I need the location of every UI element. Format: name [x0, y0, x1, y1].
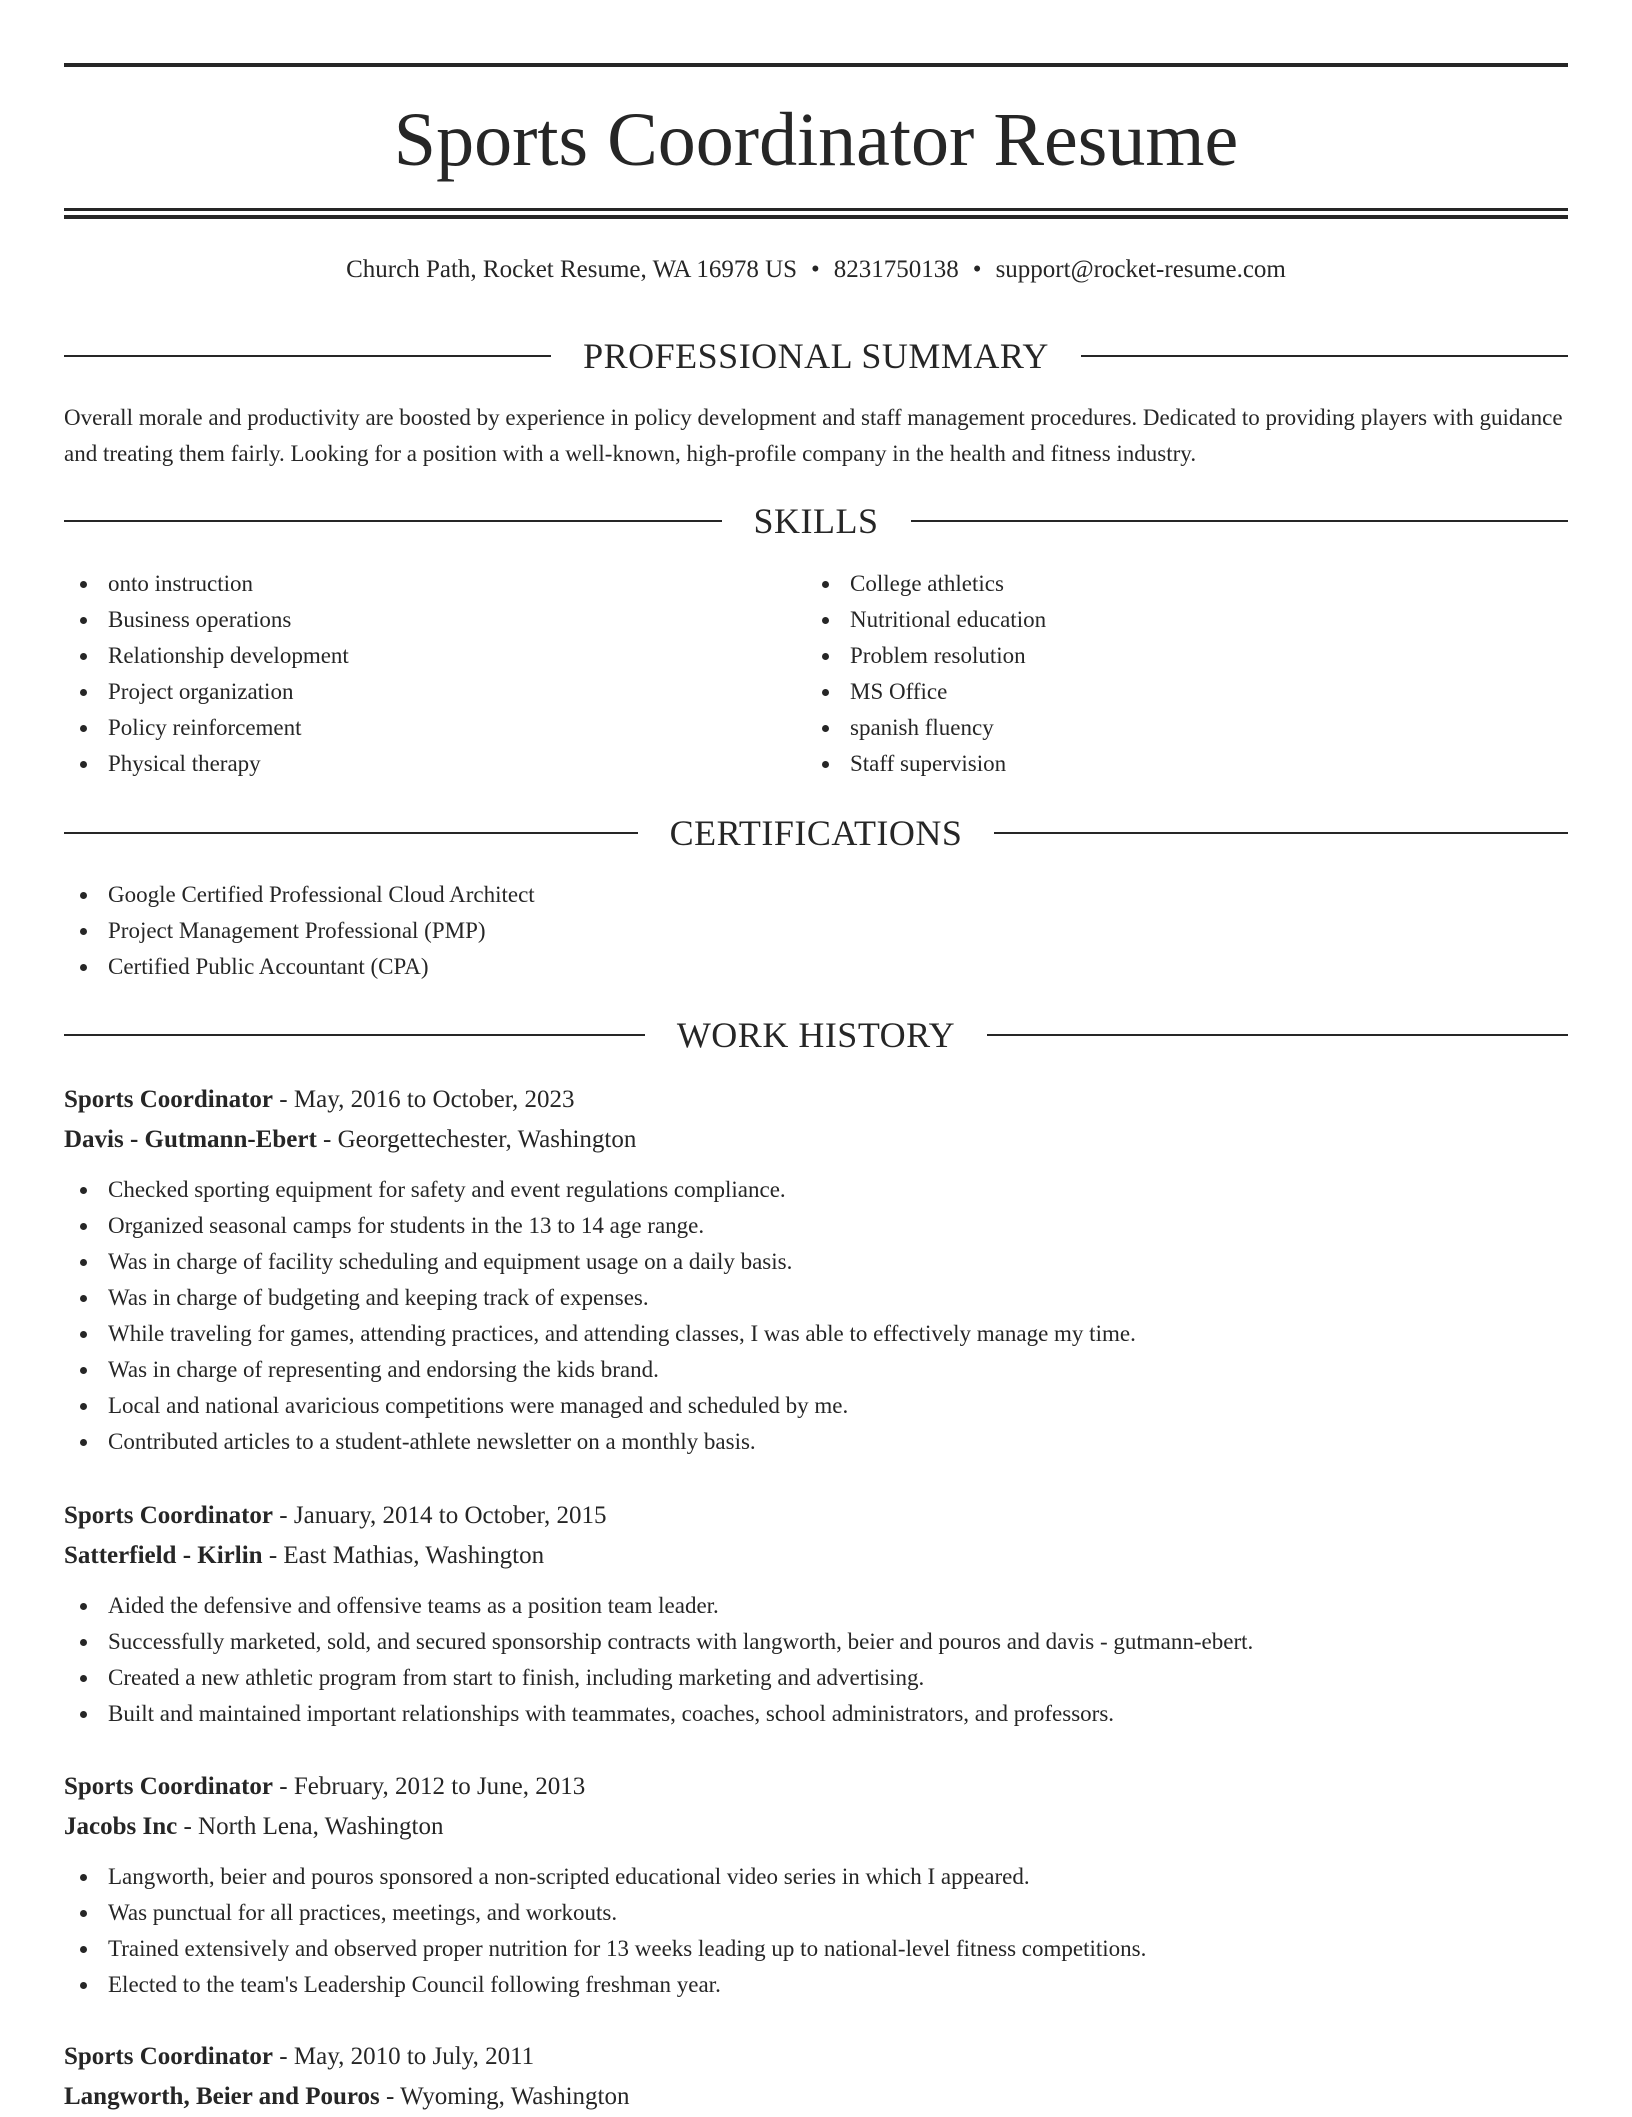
heading-rule — [64, 832, 638, 834]
skill-item: onto instruction — [64, 566, 764, 602]
contact-line — [64, 254, 1568, 286]
company-name: Jacobs Inc — [64, 1813, 178, 1840]
job-duties — [64, 1859, 1568, 2003]
job-header — [64, 1767, 1568, 1807]
certification-item: Certified Public Accountant (CPA) — [64, 949, 1568, 985]
contact-separator: • — [811, 256, 820, 283]
skill-item: MS Office — [806, 674, 1506, 710]
section-heading-work-history — [64, 1015, 1568, 1055]
job-title: Sports Coordinator — [64, 1773, 274, 1800]
company-location: - North Lena, Washington — [177, 1813, 444, 1840]
company-location: - Georgettechester, Washington — [316, 1126, 637, 1153]
title-double-rule — [64, 208, 1568, 219]
certification-item: Project Management Professional (PMP) — [64, 913, 1568, 949]
heading-rule — [64, 1034, 645, 1036]
company-name: Langworth, Beier and Pouros — [64, 2083, 380, 2110]
job-entry — [64, 1496, 1568, 1732]
skills-right-column — [806, 566, 1506, 782]
company-name: Satterfield - Kirlin — [64, 1542, 263, 1569]
duty-item: Elected to the team's Leadership Council following freshman year. — [64, 1967, 1568, 2003]
heading-rule — [1081, 355, 1568, 357]
job-dates: - May, 2016 to October, 2023 — [273, 1086, 575, 1113]
company-location: - East Mathias, Washington — [262, 1542, 545, 1569]
job-dates: - February, 2012 to June, 2013 — [273, 1773, 586, 1800]
skill-item: Physical therapy — [64, 746, 764, 782]
duty-item: While traveling for games, attending practices, and attending classes, I was able to effectively manage my time. — [64, 1316, 1568, 1352]
skill-item: College athletics — [806, 566, 1506, 602]
job-employer — [64, 1536, 1568, 1576]
section-heading-skills — [64, 501, 1568, 541]
skills-list-left — [64, 566, 764, 782]
duty-item: Trained extensively and observed proper nutrition for 13 weeks leading up to national-level fitness competitions. — [64, 1931, 1568, 1967]
certification-item: Google Certified Professional Cloud Architect — [64, 877, 1568, 913]
job-title: Sports Coordinator — [64, 2043, 274, 2070]
duty-item: Organized seasonal camps for students in the 13 to 14 age range. — [64, 1208, 1568, 1244]
duty-item: Was in charge of representing and endorsing the kids brand. — [64, 1352, 1568, 1388]
certifications — [64, 877, 1568, 985]
heading-rule — [987, 1034, 1568, 1036]
skill-item: spanish fluency — [806, 710, 1506, 746]
company-location: - Wyoming, Washington — [379, 2083, 630, 2110]
skill-item: Staff supervision — [806, 746, 1506, 782]
skill-item: Problem resolution — [806, 638, 1506, 674]
job-header — [64, 1496, 1568, 1536]
contact-phone: 8231750138 — [833, 256, 959, 283]
section-title: CERTIFICATIONS — [669, 813, 963, 853]
contact-separator: • — [972, 256, 982, 283]
heading-rule — [64, 355, 551, 357]
section-heading-certifications — [64, 813, 1568, 853]
heading-rule — [994, 832, 1568, 834]
job-dates: - January, 2014 to October, 2015 — [273, 1502, 607, 1529]
skills-left-column — [64, 566, 764, 782]
job-duties — [64, 1588, 1568, 1732]
certifications-list — [64, 877, 1568, 985]
duty-item: Created a new athletic program from start to finish, including marketing and advertising. — [64, 1660, 1568, 1696]
job-title: Sports Coordinator — [64, 1502, 274, 1529]
job-employer — [64, 2077, 1568, 2117]
contact-email: support@rocket-resume.com — [995, 256, 1286, 283]
section-heading-summary — [64, 336, 1568, 376]
duty-item: Was punctual for all practices, meetings, and workouts. — [64, 1895, 1568, 1931]
job-header — [64, 2037, 1568, 2077]
job-header — [64, 1080, 1568, 1120]
resume-title: Sports Coordinator Resume — [393, 98, 1239, 182]
section-title: SKILLS — [753, 501, 879, 541]
job-dates: - May, 2010 to July, 2011 — [273, 2043, 535, 2070]
heading-rule — [64, 520, 722, 522]
duty-item: Was in charge of budgeting and keeping track of expenses. — [64, 1280, 1568, 1316]
skills-list-right — [806, 566, 1506, 782]
summary-text: Overall morale and productivity are boosted by experience in policy development and staff management procedures. Dedicated to providing players with guidance and treating them fairly. Looking for a position with a well-known, high-profile company in the health and fitness industry. — [64, 405, 1563, 466]
skill-item: Business operations — [64, 602, 764, 638]
section-title: PROFESSIONAL SUMMARY — [583, 336, 1049, 376]
job-entry — [64, 2037, 1568, 2117]
company-name: Davis - Gutmann-Ebert — [64, 1126, 317, 1153]
duty-item: Contributed articles to a student-athlete newsletter on a monthly basis. — [64, 1424, 1568, 1460]
job-employer — [64, 1807, 1568, 1847]
duty-item: Was in charge of facility scheduling and equipment usage on a daily basis. — [64, 1244, 1568, 1280]
skill-item: Project organization — [64, 674, 764, 710]
skill-item: Relationship development — [64, 638, 764, 674]
job-employer — [64, 1120, 1568, 1160]
duty-item: Aided the defensive and offensive teams as a position team leader. — [64, 1588, 1568, 1624]
duty-item: Local and national avaricious competitions were managed and scheduled by me. — [64, 1388, 1568, 1424]
duty-item: Checked sporting equipment for safety and event regulations compliance. — [64, 1172, 1568, 1208]
job-entry — [64, 1080, 1568, 1460]
skill-item: Policy reinforcement — [64, 710, 764, 746]
contact-address: Church Path, Rocket Resume, WA 16978 US — [346, 256, 798, 283]
top-rule — [64, 63, 1568, 67]
duty-item: Built and maintained important relationships with teammates, coaches, school administrators, and professors. — [64, 1696, 1568, 1732]
duty-item: Successfully marketed, sold, and secured sponsorship contracts with langworth, beier and pouros and davis - gutmann-ebert. — [64, 1624, 1568, 1660]
job-duties — [64, 1172, 1568, 1460]
job-entry — [64, 1767, 1568, 2003]
skill-item: Nutritional education — [806, 602, 1506, 638]
duty-item: Langworth, beier and pouros sponsored a non-scripted educational video series in which I appeared. — [64, 1859, 1568, 1895]
section-title: WORK HISTORY — [676, 1015, 956, 1055]
heading-rule — [911, 520, 1569, 522]
job-title: Sports Coordinator — [64, 1086, 274, 1113]
